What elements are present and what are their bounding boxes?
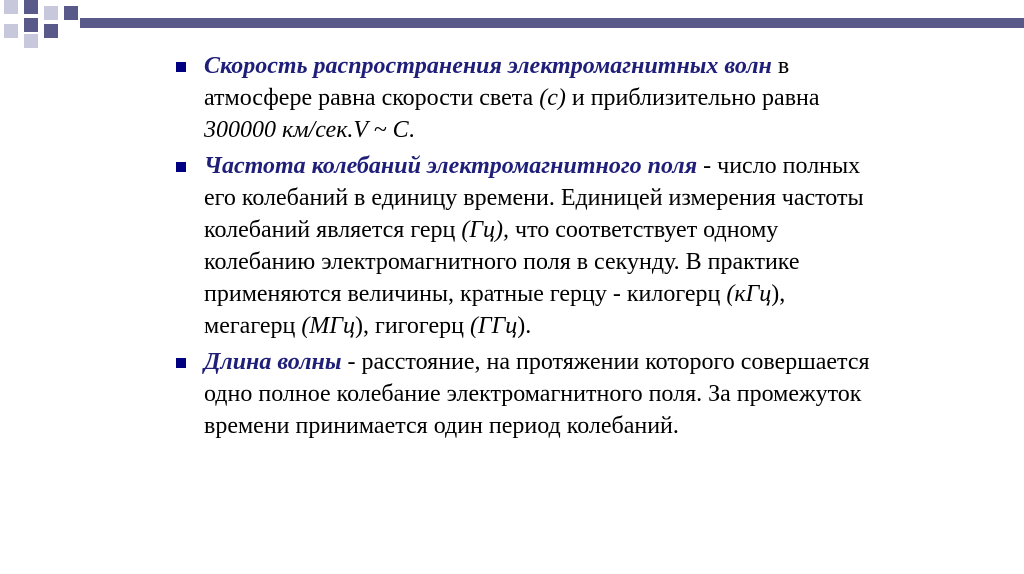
body-text: ), мегагерц [204,281,786,339]
decor-square [24,0,38,14]
square-bullet-icon [176,162,186,172]
italic-text: (кГц [726,281,772,307]
decor-square [44,24,58,38]
decor-square [44,6,58,20]
italic-text: 300000 км/сек.V ~ C [204,117,409,143]
term-wavelength: Длина волны [204,349,342,375]
bullet-item-speed [172,50,872,146]
body-text: и приблизительно равна [565,85,820,111]
slide-content [172,50,872,446]
term-speed: Скорость распространения электромагнитных волн [204,53,772,79]
body-text: - число полных его колебаний в единицу времени. Единицей измерения частоты колебаний является герц [204,153,864,243]
italic-text: (ГГц [469,313,518,339]
body-text: что соответствует одному колебанию электромагнитного поля в секунду. В практике применяются величины, кратные герцу - килогерц [204,217,800,307]
body-text: - расстояние, на протяжении которого совершается одно полное колебание электромагнитного поля. За промежуток времени принимается один период колебаний. [204,349,870,439]
bullet-item-wavelength [172,346,872,442]
italic-text: (c) [539,85,566,111]
square-bullet-icon [176,62,186,72]
body-text: . [408,117,415,143]
header-decoration [0,0,1024,50]
body-text: в атмосфере равна скорости света [204,53,790,111]
term-frequency: Частота колебаний электромагнитного поля [204,153,698,179]
decor-square [24,34,38,48]
header-bar [80,18,1024,28]
body-text: ). [517,313,532,339]
italic-text: (Гц), [461,217,510,243]
decor-square [4,0,18,14]
italic-text: (МГц [301,313,355,339]
decor-square [4,24,18,38]
square-bullet-icon [176,358,186,368]
body-text: ), гигогерц [355,313,470,339]
decor-square [24,18,38,32]
decor-square [64,6,78,20]
bullet-item-frequency [172,150,872,342]
